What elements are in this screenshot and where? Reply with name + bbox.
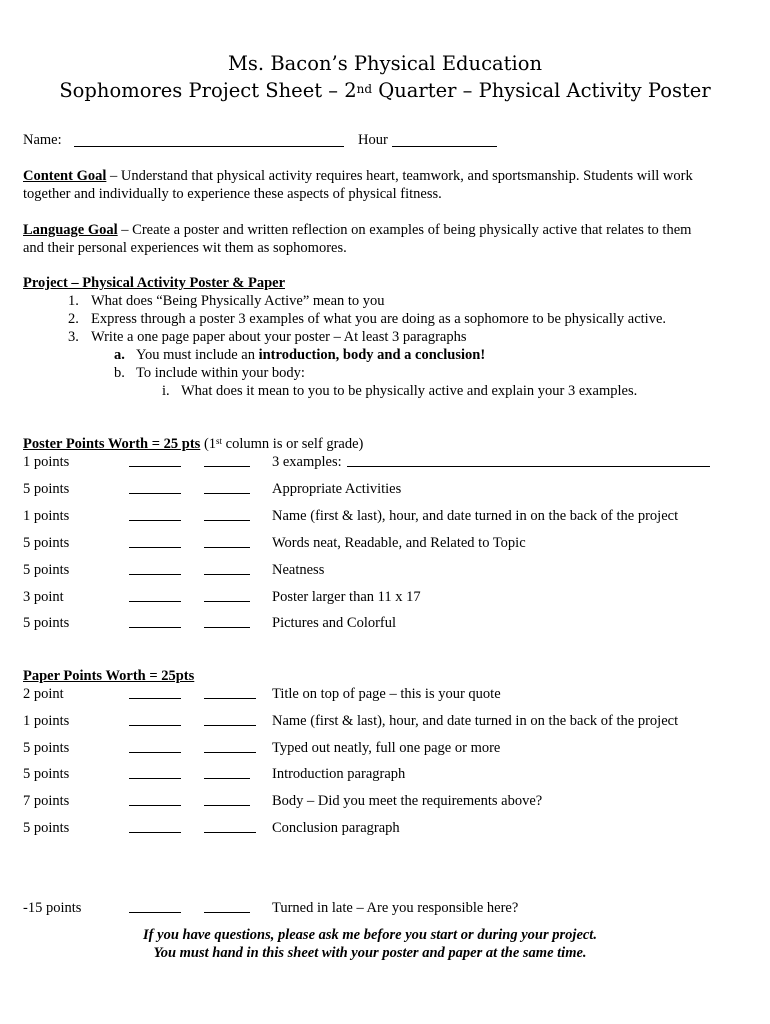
project-sub-a-text: You must include an [136, 347, 259, 363]
poster-criterion: 3 examples: [272, 454, 342, 470]
poster-points: 5 points [23, 535, 70, 551]
paper-criterion: Conclusion paragraph [272, 820, 400, 836]
paper-points: 2 point [23, 686, 64, 702]
teacher-grade-blank[interactable] [204, 574, 250, 575]
teacher-grade-blank[interactable] [204, 601, 250, 602]
content-goal-label: Content Goal [23, 168, 107, 184]
paper-criterion: Body – Did you meet the requirements above? [272, 793, 543, 809]
project-sub-i-num: i. [162, 383, 170, 399]
poster-criterion: Poster larger than 11 x 17 [272, 589, 421, 605]
examples-blank[interactable] [347, 466, 710, 467]
self-grade-blank[interactable] [129, 493, 181, 494]
poster-heading [23, 435, 363, 453]
paper-points: 5 points [23, 820, 70, 836]
self-grade-blank[interactable] [129, 520, 181, 521]
teacher-grade-blank[interactable] [204, 912, 250, 913]
paper-criterion: Name (first & last), hour, and date turned in on the back of the project [272, 713, 679, 729]
content-goal-text: – Understand that physical activity requires heart, teamwork, and sportsmanship. Students will work together and individually to experience these aspects of physical fitness. [23, 168, 693, 202]
poster-heading-title: Poster Points Worth = 25 pts [23, 436, 201, 452]
self-grade-blank[interactable] [129, 627, 181, 628]
teacher-grade-blank[interactable] [204, 493, 250, 494]
poster-criterion: Words neat, Readable, and Related to Topic [272, 535, 526, 551]
name-blank[interactable] [74, 146, 344, 147]
poster-points: 3 point [23, 589, 64, 605]
project-item-1-num: 1. [68, 293, 79, 309]
project-sub-b-num: b. [114, 365, 125, 381]
self-grade-blank[interactable] [129, 778, 181, 779]
paper-criterion: Typed out neatly, full one page or more [272, 740, 501, 756]
paper-heading: Paper Points Worth = 25pts [23, 668, 195, 684]
self-grade-blank[interactable] [129, 725, 181, 726]
paper-points: 7 points [23, 793, 70, 809]
teacher-grade-blank[interactable] [204, 627, 250, 628]
poster-points: 5 points [23, 562, 70, 578]
project-heading: Project – Physical Activity Poster & Paper [23, 275, 285, 291]
hour-blank[interactable] [392, 146, 497, 147]
teacher-grade-blank[interactable] [204, 698, 256, 699]
poster-points: 1 points [23, 454, 70, 470]
self-grade-blank[interactable] [129, 601, 181, 602]
self-grade-blank[interactable] [129, 466, 181, 467]
project-sub-a-bold: introduction, body and a conclusion! [258, 347, 486, 363]
footer-line-1: If you have questions, please ask me before you start or during your project. [143, 927, 597, 943]
paper-points: 5 points [23, 740, 70, 756]
project-sub-i: What does it mean to you to be physically active and explain your 3 examples. [181, 383, 638, 399]
self-grade-blank[interactable] [129, 832, 181, 833]
poster-points: 5 points [23, 615, 70, 631]
poster-heading-note: (1 [200, 436, 217, 452]
teacher-grade-blank[interactable] [204, 832, 256, 833]
title-superscript: nd [356, 82, 373, 96]
project-item-2: Express through a poster 3 examples of what you are doing as a sophomore to be physically active. [91, 311, 667, 327]
self-grade-blank[interactable] [129, 912, 181, 913]
teacher-grade-blank[interactable] [204, 778, 250, 779]
project-sub-a-num: a. [114, 347, 125, 363]
project-item-3: Write a one page paper about your poster – At least 3 paragraphs [91, 329, 467, 345]
footer-line-2: You must hand in this sheet with your poster and paper at the same time. [153, 945, 587, 961]
poster-points: 1 points [23, 508, 70, 524]
name-label: Name: [23, 132, 62, 148]
teacher-grade-blank[interactable] [204, 805, 250, 806]
project-item-3-num: 3. [68, 329, 79, 345]
paper-criterion: Title on top of page – this is your quote [272, 686, 501, 702]
language-goal [23, 221, 713, 257]
poster-criterion: Name (first & last), hour, and date turned in on the back of the project [272, 508, 679, 524]
self-grade-blank[interactable] [129, 698, 181, 699]
language-goal-text: – Create a poster and written reflection on examples of being physically active that relates to them and their personal experiences wit them as sophomores. [23, 222, 692, 256]
project-item-1: What does “Being Physically Active” mean to you [91, 293, 385, 309]
self-grade-blank[interactable] [129, 547, 181, 548]
self-grade-blank[interactable] [129, 805, 181, 806]
page-title-line-1: Ms. Bacon’s Physical Education [227, 52, 543, 75]
teacher-grade-blank[interactable] [204, 466, 250, 467]
paper-points: 1 points [23, 713, 70, 729]
poster-heading-sup: st [216, 436, 223, 446]
late-criterion: Turned in late – Are you responsible here? [272, 900, 519, 916]
project-sub-a [136, 346, 485, 364]
paper-points: 5 points [23, 766, 70, 782]
teacher-grade-blank[interactable] [204, 547, 250, 548]
poster-heading-note-rest: column is or self grade) [222, 436, 364, 452]
content-goal [23, 167, 713, 203]
self-grade-blank[interactable] [129, 752, 181, 753]
self-grade-blank[interactable] [129, 574, 181, 575]
project-item-2-num: 2. [68, 311, 79, 327]
teacher-grade-blank[interactable] [204, 725, 256, 726]
title-line-2-text: Sophomores Project Sheet – 2 [59, 79, 357, 102]
project-sub-b: To include within your body: [136, 365, 305, 381]
language-goal-label: Language Goal [23, 222, 118, 238]
poster-points: 5 points [23, 481, 70, 497]
title-line-2-rest: Quarter – Physical Activity Poster [372, 79, 711, 102]
poster-criterion: Pictures and Colorful [272, 615, 397, 631]
poster-criterion: Neatness [272, 562, 325, 578]
teacher-grade-blank[interactable] [204, 752, 256, 753]
teacher-grade-blank[interactable] [204, 520, 250, 521]
page-title-line-2 [0, 78, 770, 104]
hour-label: Hour [358, 132, 388, 148]
paper-criterion: Introduction paragraph [272, 766, 406, 782]
late-points: -15 points [23, 900, 82, 916]
poster-criterion: Appropriate Activities [272, 481, 402, 497]
